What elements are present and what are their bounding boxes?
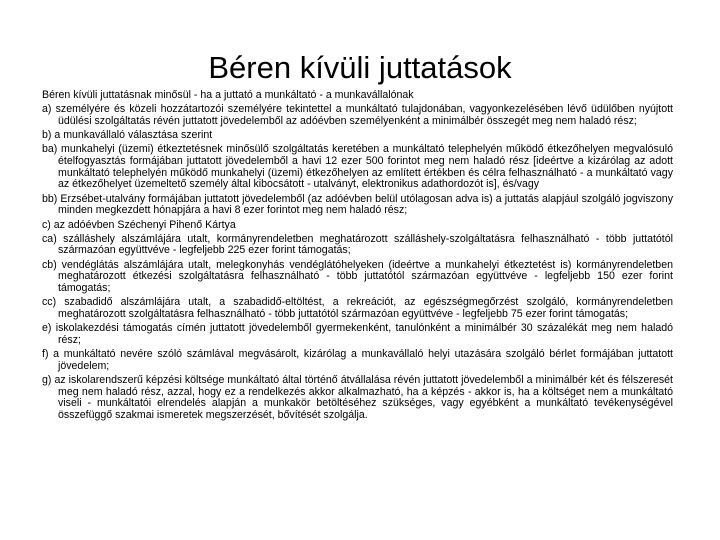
item-g: g) az iskolarendszerű képzési költsége munkáltató által történő átvállalása révén juttatott jövedelemből a minimálbér két és félszeresét meg nem haladó rész, azzal, hogy ez a rendelkezés akkor alkalmazható, ha a képzés - akkor is, ha a költséget nem a munkáltató viseli - munkáltatói elrendelés alapján a munkakör betöltéséhez szükséges, vagy egyébként a munkáltató tevékenységével összefüggő szakmai ismeretek megszerzését, bővítését szolgálja. xyxy=(42,373,673,422)
item-ca: ca) szálláshely alszámlájára utalt, kormányrendeletben meghatározott szálláshely-szolgáltatásra felhasználható - több juttatótól származóan együttvéve - legfeljebb 225 ezer forint támogatás; xyxy=(42,232,673,257)
item-b: b) a munkavállaló választása szerint xyxy=(42,129,213,142)
slide-body xyxy=(42,90,673,424)
item-e: e) iskolakezdési támogatás címén juttatott jövedelemből gyermekenként, tanulónként a minimálbér 30 százalékát meg nem haladó rész; xyxy=(42,322,673,346)
item-f: f) a munkáltató nevére szóló számlával megvásárolt, kizárólag a munkavállaló helyi utazására szolgáló bérlet formájában juttatott jövedelem; xyxy=(42,348,673,372)
item-a: a) személyére és közeli hozzátartozói személyére tekintettel a munkáltató tulajdonában, vagyonkezelésében lévő üdülőben nyújtott üdülési szolgáltatás révén juttatott jövedelemből az adóévben személyenként a minimálbér összegét meg nem haladó rész; xyxy=(42,103,673,127)
intro-paragraph: Béren kívüli juttatásnak minősül - ha a juttató a munkáltató - a munkavállalónak xyxy=(42,89,414,101)
item-cb: cb) vendéglátás alszámlájára utalt, melegkonyhás vendéglátóhelyeken (ideértve a munkahelyi étkeztetést is) kormányrendeletben meghatározott étkezési szolgáltatásra felhasználható - több juttatótól származóan együttvéve - legfeljebb 150 ezer forint támogatás; xyxy=(42,258,673,295)
item-ba: ba) munkahelyi (üzemi) étkeztetésnek minősülő szolgáltatás keretében a munkáltató telephelyén működő étkezőhelyen megvalósuló ételfogyasztás formájában juttatott jövedelemből a havi 12 ezer 500 forintot meg nem haladó rész [ideértve a kizárólag az adott munkáltató telephelyén működő munkahelyi (üzemi) étkezőhelyen az említett értékben és célra felhasználható - a munkáltató vagy az étkezőhelyet üzemeltető személy által kibocsátott - utalványt, elektronikus adathordozót is], és/vagy xyxy=(42,143,673,191)
slide-title: Béren kívüli juttatások xyxy=(208,50,512,85)
item-c: c) az adóévben Széchenyi Pihenő Kártya xyxy=(42,218,236,231)
item-cc: cc) szabadidő alszámlájára utalt, a szabadidő-eltöltést, a rekreációt, az egészségmegőrzést szolgáló, kormányrendeletben meghatározott szolgáltatásra felhasználható - több juttatótól származóan együttvéve - legfeljebb 75 ezer forint támogatás; xyxy=(42,296,673,320)
item-bb: bb) Erzsébet-utalvány formájában juttatott jövedelemből (az adóévben belül utólagosan adva is) a juttatás alapjául szolgáló jogviszony minden megkezdett hónapjára a havi 8 ezer forintot meg nem haladó rész; xyxy=(42,192,673,217)
